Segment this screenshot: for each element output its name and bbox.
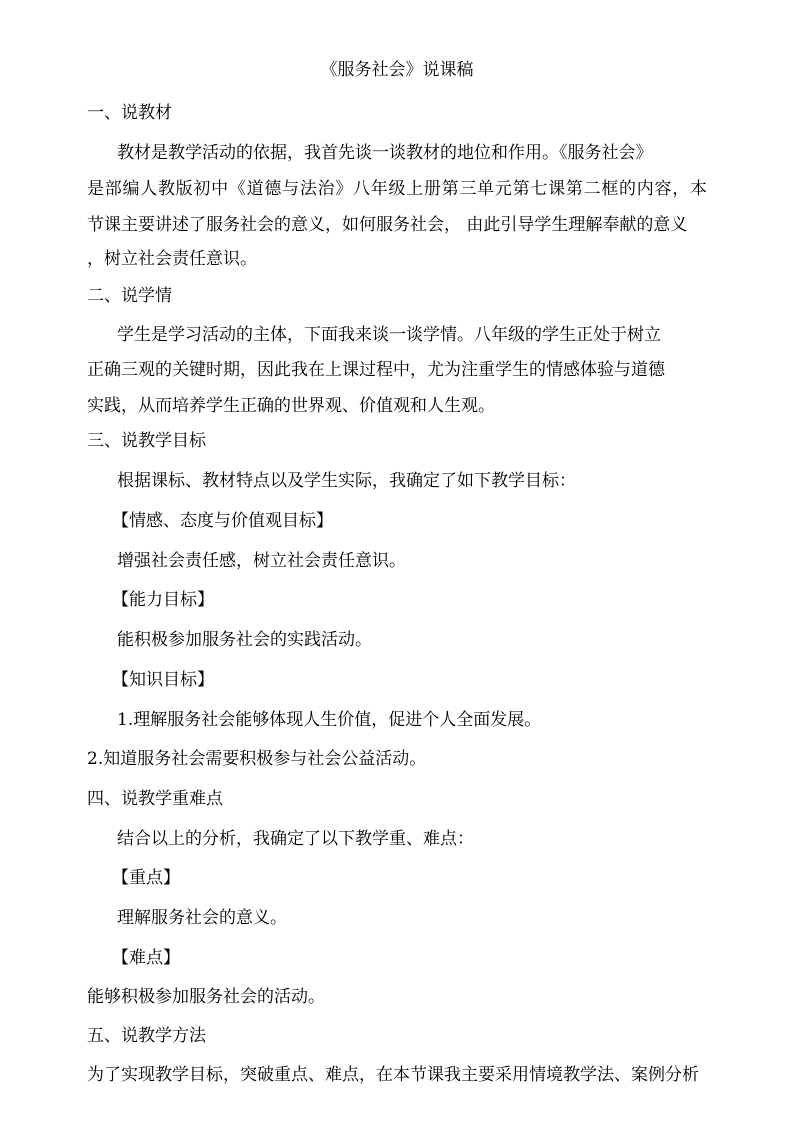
goal-label: 【情感、态度与价值观目标】 (112, 511, 333, 531)
paragraph-line: 是部编人教版初中《道德与法治》八年级上册第三单元第七课第二框的内容，本 (87, 179, 707, 199)
goal-label: 【能力目标】 (112, 590, 214, 610)
paragraph-line: 根据课标、教材特点以及学生实际，我确定了如下教学目标： (117, 471, 576, 491)
point-label: 【难点】 (112, 948, 180, 968)
paragraph-line: 为了实现教学目标，突破重点、难点，在本节课我主要采用情境教学法、案例分析 (87, 1065, 699, 1085)
paragraph-line: 实践，从而培养学生正确的世界观、价值观和人生观。 (87, 396, 495, 416)
point-text: 能够积极参加服务社会的活动。 (87, 987, 325, 1007)
list-item: 2.知道服务社会需要积极参与社会公益活动。 (87, 749, 427, 769)
paragraph-line: 教材是教学活动的依据，我首先谈一谈教材的地位和作用。《服务社会》 (117, 143, 653, 163)
paragraph-line: 正确三观的关键时期，因此我在上课过程中，尤为注重学生的情感体验与道德 (87, 360, 665, 380)
paragraph-line: 学生是学习活动的主体，下面我来谈一谈学情。八年级的学生正处于树立 (117, 325, 661, 345)
paragraph-line: ，树立社会责任意识。 (87, 249, 257, 269)
paragraph-line: 结合以上的分析，我确定了以下教学重、难点： (117, 829, 474, 849)
section-heading-5: 五、说教学方法 (87, 1026, 206, 1046)
goal-label: 【知识目标】 (112, 670, 214, 690)
document-title: 《服务社会》说课稿 (320, 60, 474, 80)
goal-text: 增强社会责任感，树立社会责任意识。 (117, 551, 406, 571)
section-heading-1: 一、说教材 (87, 103, 172, 123)
paragraph-line: 节课主要讲述了服务社会的意义，如何服务社会， 由此引导学生理解奉献的意义 (87, 215, 688, 235)
list-item: 1.理解服务社会能够体现人生价值，促进个人全面发展。 (117, 710, 542, 730)
section-heading-3: 三、说教学目标 (87, 431, 206, 451)
goal-text: 能积极参加服务社会的实践活动。 (117, 630, 372, 650)
point-label: 【重点】 (112, 868, 180, 888)
section-heading-4: 四、说教学重难点 (87, 789, 223, 809)
section-heading-2: 二、说学情 (87, 286, 172, 306)
point-text: 理解服务社会的意义。 (117, 908, 287, 928)
